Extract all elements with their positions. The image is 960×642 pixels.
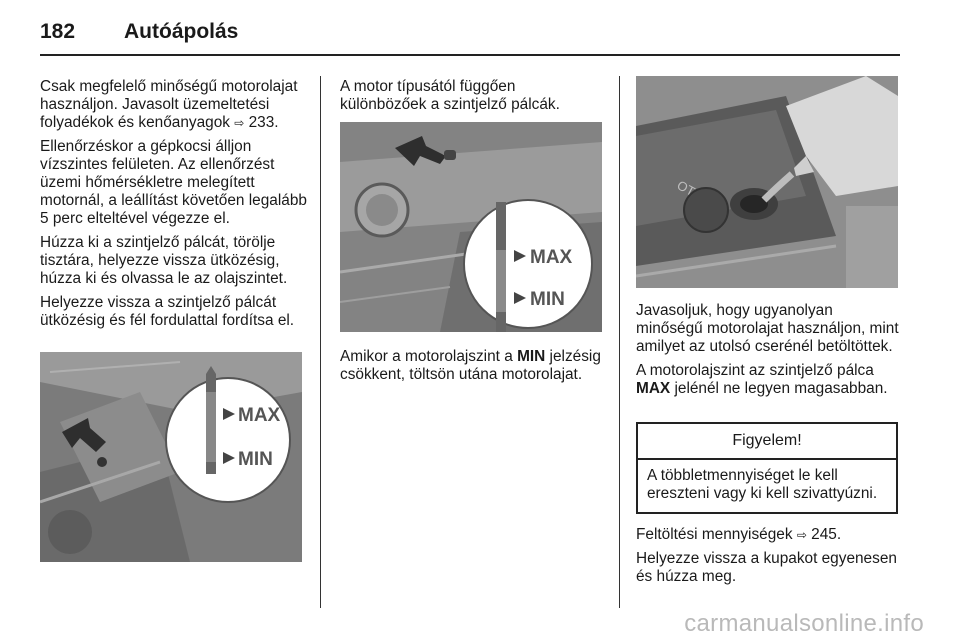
page-reference-link-2[interactable]: 245 xyxy=(811,526,837,543)
column-1 xyxy=(40,78,310,336)
min-mark-text: MIN xyxy=(517,348,546,365)
dipstick-max-label-2: MAX xyxy=(530,247,573,268)
dipstick-min-label-2: MIN xyxy=(530,289,565,310)
page-header xyxy=(40,14,900,50)
reference-arrow-icon: ⇨ xyxy=(234,116,245,130)
page-reference-link[interactable]: 233 xyxy=(248,114,275,131)
engine-dipstick-image-1 xyxy=(40,352,302,562)
page-number: 182 xyxy=(40,20,76,43)
reference-arrow-icon-2: ⇨ xyxy=(796,528,807,542)
warning-box xyxy=(636,422,898,514)
paragraph-check-conditions: Ellenőrzéskor a gépkocsi álljon vízszintes felületen. Az ellenőrzést üzemi hőmérsékletre melegített motornál, a leállítást követően legalább 5 perc elteltével végezze el. xyxy=(40,138,307,227)
chapter-title: Autóápolás xyxy=(124,20,239,43)
paragraph-same-oil: Javasoljuk, hogy ugyanolyan minőségű motorolajat használjon, mint amilyet az utolsó cserénél betöltöttek. xyxy=(636,302,899,355)
header-rule xyxy=(40,54,900,56)
column-3-lower xyxy=(636,526,902,592)
warning-title: Figyelem! xyxy=(638,424,896,460)
paragraph-pull-dipstick: Húzza ki a szintjelző pálcát, törölje tisztára, helyezze vissza ütközésig, húzza ki és olvassa le az olajszintet. xyxy=(40,234,288,287)
paragraph-replace-cap: Helyezze vissza a kupakot egyenesen és húzza meg. xyxy=(636,550,897,585)
paragraph-max-level: A motorolajszint az szintjelző pálca MAX jelénél ne legyen magasabban. xyxy=(636,362,888,397)
column-divider-1 xyxy=(320,76,321,608)
paragraph-dipstick-types: A motor típusától függően különbözőek a szintjelző pálcák. xyxy=(340,78,560,113)
column-2 xyxy=(340,78,606,120)
paragraph-fill-quantities: Feltöltési mennyiségek ⇨ 245. xyxy=(636,526,842,543)
paragraph-min-level: Amikor a motorolajszint a MIN jelzésig csökkent, töltsön utána motorolajat. xyxy=(340,348,601,383)
column-2-lower xyxy=(340,348,606,390)
paragraph-oil-quality: Csak megfelelő minőségű motorolajat használjon. Javasolt üzemeltetési folyadékok és kenőanyagok ⇨ 233. xyxy=(40,78,298,131)
column-3 xyxy=(636,302,902,404)
dipstick-min-label: MIN xyxy=(238,449,273,470)
dipstick-max-label: MAX xyxy=(238,405,281,426)
oil-filling-image xyxy=(636,76,898,288)
watermark: carmanualsonline.info xyxy=(684,610,924,637)
warning-body: A többletmennyiséget le kell ereszteni vagy ki kell szivattyúzni. xyxy=(647,467,878,502)
engine-dipstick-image-2 xyxy=(340,122,602,332)
paragraph-reinsert-dipstick: Helyezze vissza a szintjelző pálcát ütközésig és fél fordulattal fordítsa el. xyxy=(40,294,295,329)
column-divider-2 xyxy=(619,76,620,608)
max-mark-text: MAX xyxy=(636,380,671,397)
